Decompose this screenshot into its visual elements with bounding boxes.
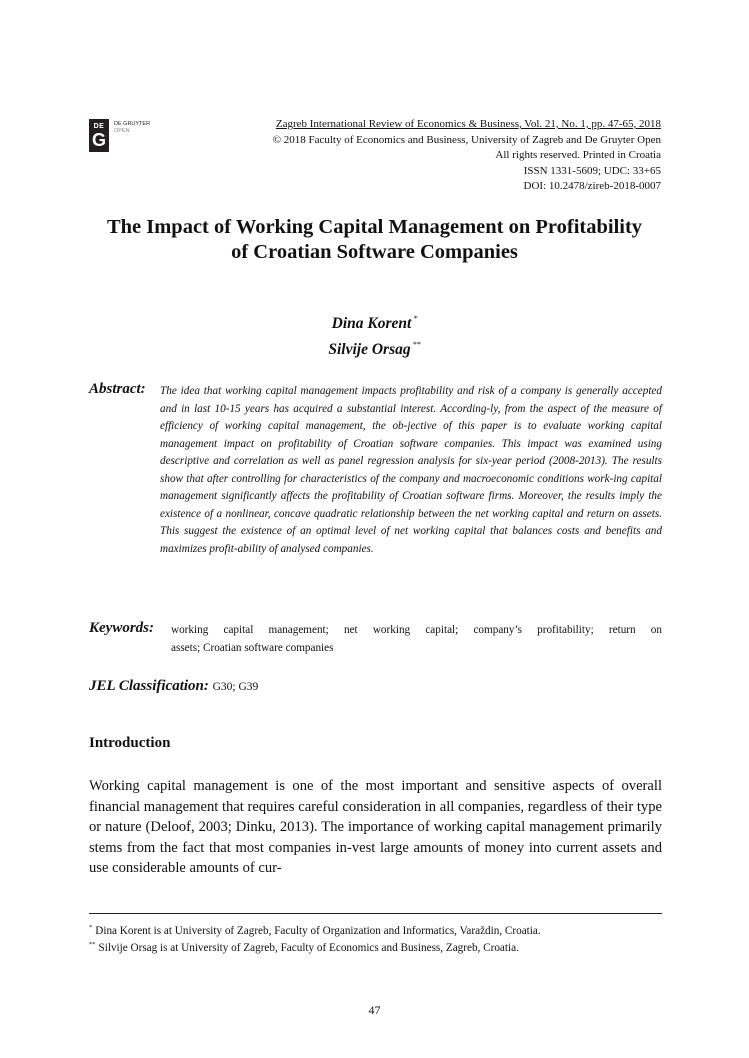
keywords-text [171,622,662,657]
page-number: 47 [368,1003,381,1017]
paper-title-line-2: of Croatian Software Companies [231,241,518,263]
footnote-2-mark: ** [89,941,96,948]
author-1 [0,308,749,334]
rights-line: All rights reserved. Printed in Croatia [495,149,661,161]
de-gruyter-logo-icon [89,119,109,152]
doi-line: DOI: 10.2478/zireb-2018-0007 [523,180,661,192]
journal-citation: Zagreb International Review of Economics & Business, Vol. 21, No. 1, pp. 47-65, 2018 [275,118,661,130]
publisher-logo [89,119,151,152]
author-2-footnote-mark: ** [412,340,421,349]
publisher-name [114,121,150,134]
author-1-footnote-mark: * [413,314,418,323]
footnote-divider [89,913,662,914]
publisher-name-main: DE GRUYTER [114,121,151,127]
journal-header [273,117,661,195]
paper-title [60,215,689,265]
paper-title-line-1: The Impact of Working Capital Management on Profitability [106,216,643,238]
publisher-name-sub: OPEN [114,127,130,134]
footnote-2-text: Silvije Orsag is at University of Zagreb, Faculty of Economics and Business, Zagreb, Croatia. [98,942,519,954]
footnote-2 [89,938,669,955]
keywords-line-1: working capital management; net working capital; company’s profitability; return on [171,624,662,636]
footnote-1-mark: * [89,924,93,931]
footnote-1 [89,921,669,938]
introduction-paragraph: Working capital management is one of the most important and sensitive aspects of overall financial management that requires careful consideration in all companies, regardless of their type or nature (Deloof, 2003; Dinku, 2013). The importance of working capital management primarily stems from the fact that most companies in-vest large amounts of money into current assets and use considerable amounts of cur- [89,778,662,876]
keywords-label: Keywords: [89,620,154,636]
author-1-name: Dina Korent [331,315,412,332]
abstract-label: Abstract: [89,381,146,397]
author-2-name: Silvije Orsag [328,341,411,358]
footnote-1-text: Dina Korent is at University of Zagreb, Faculty of Organization and Informatics, Varaždin, Croatia. [95,925,541,937]
logo-g-letter: G [91,129,106,150]
abstract-text: The idea that working capital management impacts profitability and risk of a company is generally accepted and in last 10-15 years has acquired a substantial interest. According-ly, from the aspect of the measure of efficiency of working capital management, the ob-jective of this paper is to evaluate working capital management impact on profitability of Croatian software companies. This impact was examined using descriptive and correlation as well as panel regression analysis for six-year period (2008-2013). The results show that after controlling for characteristics of the company and macroeconomic conditions work-ing capital management significantly affects the profitability of Croatian software firms. Moreover, the results imply the existence of a nonlinear, concave quadratic relationship between the net working capital and return on assets. This suggest the existence of an optimal level of net working capital that balances costs and benefits and maximizes profit-ability of analysed companies. [160,385,662,555]
author-list [0,308,749,360]
jel-classification [89,678,258,695]
author-2 [0,334,749,360]
issn-line: ISSN 1331-5609; UDC: 33+65 [523,164,661,177]
introduction-heading: Introduction [89,735,171,751]
copyright-line: © 2018 Faculty of Economics and Business, University of Zagreb and De Gruyter Open [272,133,661,146]
logo-de-letters: DE [93,122,105,130]
keywords-line-2: assets; Croatian software companies [171,641,334,654]
jel-label: JEL Classification: [89,678,209,694]
jel-codes: G30; G39 [212,681,259,693]
